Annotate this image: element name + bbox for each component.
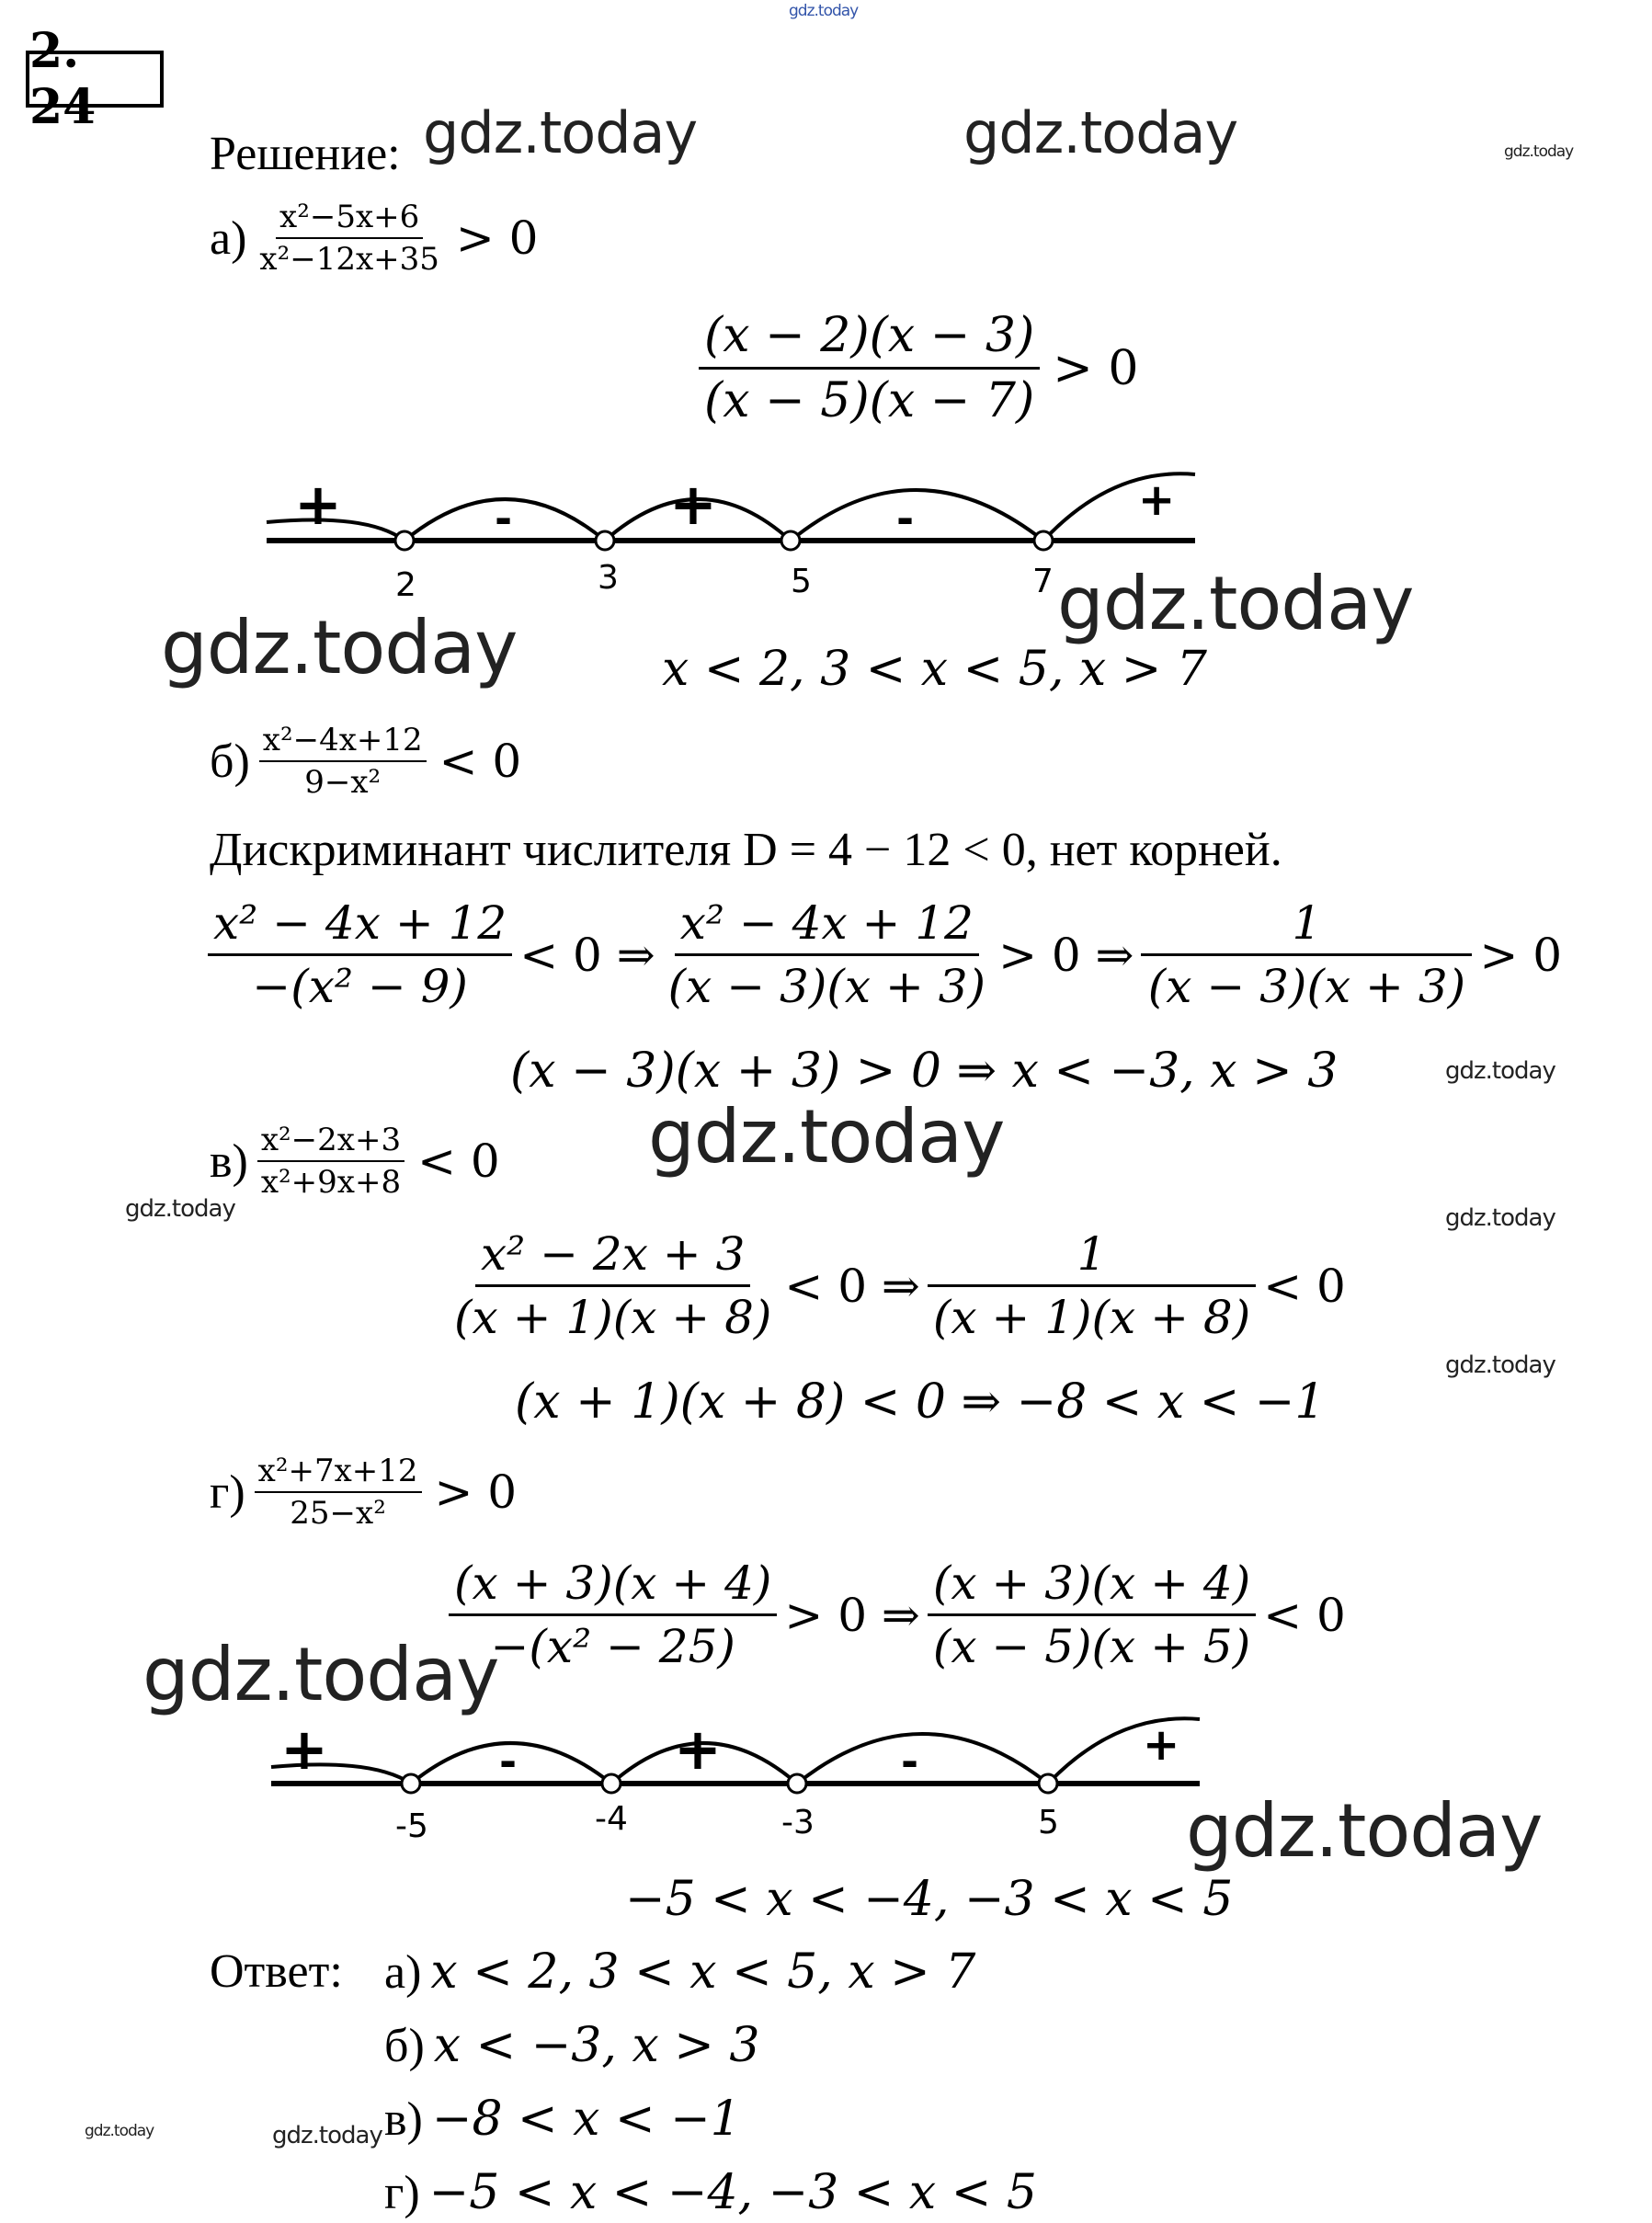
watermark-top: gdz.today bbox=[789, 2, 859, 20]
denominator: (x − 3)(x + 3) bbox=[667, 960, 986, 1013]
open-point bbox=[395, 531, 414, 550]
open-point bbox=[596, 531, 614, 550]
part-b-steps bbox=[208, 896, 1562, 1013]
denominator: −(x² − 9) bbox=[252, 960, 468, 1013]
tick-label: -4 bbox=[595, 1800, 628, 1838]
open-point bbox=[781, 531, 800, 550]
answer-g bbox=[384, 2165, 1037, 2220]
numerator: x²−4x+12 bbox=[259, 722, 427, 762]
watermark: gdz.today bbox=[1504, 142, 1574, 161]
denominator: (x − 5)(x + 5) bbox=[932, 1620, 1251, 1673]
answer-b-value: x < −3, x > 3 bbox=[433, 2018, 760, 2073]
part-b-step2-fraction bbox=[663, 896, 991, 1013]
denominator: (x + 1)(x + 8) bbox=[454, 1291, 772, 1344]
answer-v-value: −8 < x < −1 bbox=[431, 2092, 741, 2147]
answer-a-value: x < 2, 3 < x < 5, x > 7 bbox=[430, 1944, 976, 2000]
numerator: (x + 3)(x + 4) bbox=[449, 1556, 777, 1616]
sign-label: - bbox=[896, 494, 915, 543]
sign-label: + bbox=[669, 471, 717, 538]
open-point bbox=[1034, 531, 1053, 550]
tick-label: -5 bbox=[395, 1807, 428, 1845]
answer-g-value: −5 < x < −4, −3 < x < 5 bbox=[428, 2165, 1037, 2220]
part-v-solution: (x + 1)(x + 8) < 0 ⇒ −8 < x < −1 bbox=[515, 1374, 1326, 1430]
tick-label: -3 bbox=[781, 1804, 815, 1841]
sign-label: + bbox=[1143, 1719, 1180, 1771]
tick-label: 5 bbox=[1038, 1804, 1059, 1841]
numerator: x²−5x+6 bbox=[276, 199, 423, 239]
part-v-label: в) bbox=[210, 1134, 248, 1188]
watermark: gdz.today bbox=[1445, 1204, 1555, 1232]
part-a-label: а) bbox=[210, 211, 247, 265]
numerator: x² − 4x + 12 bbox=[208, 896, 512, 956]
answer-b-label: б) bbox=[384, 2019, 425, 2072]
relation: < 0 bbox=[417, 1134, 500, 1188]
sign-label: - bbox=[901, 1737, 919, 1786]
sign-label: + bbox=[674, 1716, 722, 1783]
part-g-given-fraction bbox=[255, 1453, 422, 1532]
number-line-g bbox=[262, 1712, 1218, 1859]
number-line-a bbox=[257, 467, 1213, 614]
part-v-step1-fraction bbox=[449, 1227, 777, 1344]
part-a-given bbox=[210, 199, 539, 278]
part-v-given bbox=[210, 1122, 500, 1201]
part-b-step1-fraction bbox=[208, 896, 512, 1013]
watermark: gdz.today bbox=[963, 99, 1238, 166]
tick-label: 7 bbox=[1032, 563, 1054, 600]
relation: < 0 bbox=[1263, 1259, 1346, 1313]
numerator: x² − 2x + 3 bbox=[475, 1227, 750, 1287]
denominator: x²+9x+8 bbox=[260, 1164, 402, 1201]
relation: > 0 ⇒ bbox=[998, 928, 1134, 982]
part-g-step1-fraction bbox=[449, 1556, 777, 1673]
part-a-factored-fraction bbox=[699, 308, 1040, 428]
part-b-label: б) bbox=[210, 735, 250, 788]
arc bbox=[791, 490, 1043, 541]
numerator: (x − 2)(x − 3) bbox=[699, 308, 1040, 370]
watermark: gdz.today bbox=[1057, 561, 1414, 646]
denominator: x²−12x+35 bbox=[259, 241, 439, 278]
sign-label: + bbox=[294, 471, 342, 538]
answer-v-label: в) bbox=[384, 2092, 423, 2146]
part-a-factored bbox=[699, 308, 1138, 428]
part-a-given-fraction bbox=[256, 199, 442, 278]
part-v-step2-fraction bbox=[928, 1227, 1256, 1344]
tick-label: 2 bbox=[395, 566, 416, 604]
denominator: −(x² − 25) bbox=[490, 1620, 735, 1673]
numerator: x²−2x+3 bbox=[257, 1122, 404, 1162]
part-g-label: г) bbox=[210, 1465, 245, 1519]
denominator: (x + 1)(x + 8) bbox=[932, 1291, 1251, 1344]
part-g-steps bbox=[449, 1556, 1346, 1673]
part-g-given bbox=[210, 1453, 517, 1532]
relation: < 0 bbox=[1263, 1588, 1346, 1642]
sign-label: - bbox=[495, 494, 513, 543]
numerator: x² − 4x + 12 bbox=[675, 896, 979, 956]
relation: < 0 ⇒ bbox=[784, 1259, 920, 1313]
watermark: gdz.today bbox=[272, 2122, 382, 2149]
sign-label: + bbox=[280, 1716, 328, 1783]
watermark: gdz.today bbox=[648, 1094, 1005, 1180]
problem-number: 2. 24 bbox=[26, 51, 164, 108]
answer-b bbox=[384, 2018, 760, 2073]
sign-label: - bbox=[499, 1737, 518, 1786]
answer-label: Ответ: bbox=[210, 1945, 343, 1998]
denominator: 25−x² bbox=[290, 1495, 386, 1532]
numerator: 1 bbox=[928, 1227, 1256, 1287]
numerator: (x + 3)(x + 4) bbox=[928, 1556, 1256, 1616]
tick-label: 5 bbox=[791, 563, 812, 600]
sign-label: + bbox=[1138, 474, 1176, 526]
open-point bbox=[602, 1774, 621, 1793]
answer-a-label: а) bbox=[384, 1945, 422, 1999]
watermark: gdz.today bbox=[125, 1195, 235, 1223]
part-g-solution: −5 < x < −4, −3 < x < 5 bbox=[625, 1872, 1234, 1927]
part-g-step2-fraction bbox=[928, 1556, 1256, 1673]
relation: > 0 ⇒ bbox=[784, 1588, 920, 1642]
open-point bbox=[1039, 1774, 1057, 1793]
watermark: gdz.today bbox=[1186, 1788, 1543, 1874]
relation: > 0 bbox=[434, 1465, 518, 1519]
answer-a bbox=[384, 1944, 975, 2000]
part-b-step3-fraction bbox=[1141, 896, 1472, 1013]
answer-g-label: г) bbox=[384, 2166, 420, 2219]
open-point bbox=[788, 1774, 806, 1793]
relation: < 0 ⇒ bbox=[519, 928, 655, 982]
open-point bbox=[402, 1774, 420, 1793]
relation: < 0 bbox=[439, 735, 522, 788]
part-b-solution: (x − 3)(x + 3) > 0 ⇒ x < −3, x > 3 bbox=[510, 1043, 1339, 1099]
watermark: gdz.today bbox=[1445, 1057, 1555, 1085]
answer-v bbox=[384, 2092, 741, 2147]
part-b-given-fraction bbox=[259, 722, 427, 801]
relation: > 0 bbox=[1479, 928, 1563, 982]
part-v-steps bbox=[449, 1227, 1346, 1344]
watermark: gdz.today bbox=[423, 99, 698, 166]
part-a-solution: x < 2, 3 < x < 5, x > 7 bbox=[662, 642, 1207, 697]
numerator: 1 bbox=[1141, 896, 1472, 956]
part-v-given-fraction bbox=[257, 1122, 404, 1201]
tick-label: 3 bbox=[598, 559, 619, 597]
watermark: gdz.today bbox=[142, 1632, 499, 1717]
numerator: x²+7x+12 bbox=[255, 1453, 422, 1493]
watermark: gdz.today bbox=[161, 605, 518, 690]
relation: > 0 bbox=[1053, 340, 1139, 396]
watermark: gdz.today bbox=[85, 2122, 154, 2140]
watermark: gdz.today bbox=[1445, 1351, 1555, 1379]
denominator: 9−x² bbox=[304, 764, 382, 801]
relation: > 0 bbox=[455, 211, 539, 265]
part-b-given bbox=[210, 722, 521, 801]
solution-label: Решение: bbox=[210, 128, 401, 180]
arc bbox=[797, 1734, 1048, 1784]
denominator: (x − 3)(x + 3) bbox=[1147, 960, 1466, 1013]
part-b-discriminant: Дискриминант числителя D = 4 − 12 < 0, нет корней. bbox=[210, 824, 1282, 876]
denominator: (x − 5)(x − 7) bbox=[704, 373, 1035, 428]
